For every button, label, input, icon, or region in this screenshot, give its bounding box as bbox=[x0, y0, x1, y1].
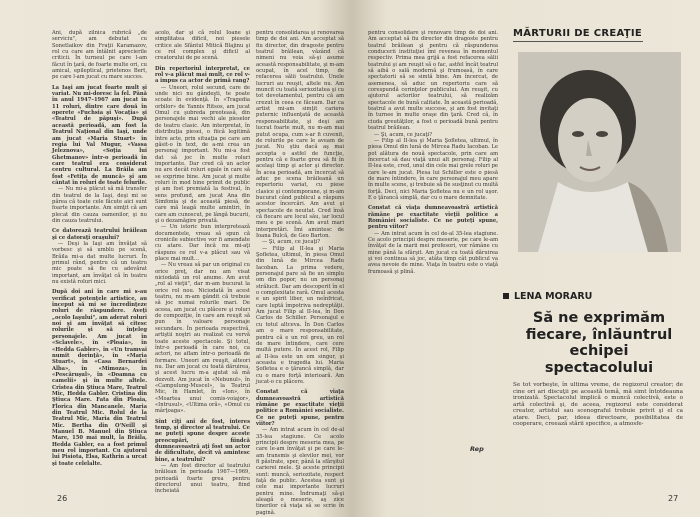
page-number-left: 26 bbox=[57, 494, 68, 503]
square-bullet-icon bbox=[503, 293, 509, 299]
portrait-illustration bbox=[518, 52, 681, 252]
article-headline: Să ne exprimăm fiecare, înlăuntrul echipei spectacolului bbox=[525, 310, 673, 376]
paragraph: — Am fost director al teatrului brăilean în perioada 1967—1969, perioadă foarte grea pentru directorul unui teatru, fiind încheiată bbox=[155, 463, 250, 495]
paragraph: acolo, dar şi că rolul Ioane şi simplitatea dificil, noi piesele critice ale Sfântul Mitică Blajinu şi ce rol complex şi dificil al creatorului de pe scenă. bbox=[155, 30, 250, 62]
signature: Rep bbox=[470, 445, 484, 453]
paragraph: Ce datorează teatrului brăilean şi ce datoraţi oraşului? bbox=[52, 228, 147, 241]
paragraph: — Am intrat acum în cel de-al 35-lea stagiune. Ce acolo principii despre meserie, pe care le-am învăţat de la marii mei profesori, vor rămâne cu mine până la sfârşit. Am jucat cu toată dăruirea şi voi continua să joc, atâta timp cât publicul va avea nevoie de mine. Viaţa în teatru este o viaţă frumoasă şi plină. bbox=[368, 230, 498, 275]
paragraph: Constat că viaţa dumneavoastră artistică rămâne pe exactitate vieţii politice a României socialiste. Ce ne puteţi spune, pentru viitor? bbox=[256, 389, 344, 427]
paragraph: — Am intrat acum în cel de-al 35-lea stagiune. Ce acolo principii despre meseria mea, pe care le-am învăţat şi pe care le-am transmis şi elevilor mei, vor fi păstrate, sper, până la sfârşitul carierei mele. Şi aceste principii sunt: muncă, seriozitate, respect faţă de public. Acestea sunt şi cele mai importante lucruri pentru mine. Îndrumaţi să-şi aleagă o meserie, aş zice tinerilor că viaţa să se scrie în pagină. bbox=[256, 427, 344, 516]
paragraph: Din repertoriul interpretat, ce rol v-a plăcut mai mult, ce rol v-a impus ca actor de primă rang? bbox=[155, 65, 250, 85]
paragraph: — Deşi la Iaşi am învăţat să vorbesc şi să umblu pe scenă, Brăila mi-a dat multe lucruri. În primul rând, pentru că un teatru mic poate să fie cu adevărat important, am învăţat că în teatru nu există roluri mici. bbox=[52, 241, 147, 286]
paragraph: — Şi, acum, ce jucaţi? bbox=[374, 131, 432, 138]
section-title: MĂRTURII DE CREAŢIE bbox=[513, 28, 643, 39]
paragraph: — Un istoric bun interpretează documentele, vreau să spun că cronicile subiective vor fi amendate cu atare. Dar încă nu mi-aţi răspuns ce rol v-a plăcut sau vă place mai mult... bbox=[155, 224, 250, 263]
portrait-photo bbox=[518, 52, 681, 252]
paragraph: Sînt cîţi ani de fost, interes temp, şi director al teatrului. Ce ne puteţi spune despre aceste preocupări, fiindcă dumneavoastră aţi fost un actor de dificultate, decît vă amintesc bine, a teatrului? bbox=[155, 418, 250, 463]
left-column-3 bbox=[256, 30, 344, 516]
section-title-rule bbox=[513, 41, 643, 42]
paragraph: — Şi, acum, ce jucaţi? bbox=[262, 239, 320, 246]
right-column-2 bbox=[513, 382, 683, 492]
author-name-text: LENA MORARU bbox=[514, 291, 593, 302]
paragraph: Constat că viaţa dumneavoastră artistică rămâne pe exactitate vieţii politice a României socialiste. Ce ne puteţi spune, pentru viitor? bbox=[368, 205, 498, 231]
left-column-1 bbox=[52, 30, 147, 485]
paragraph: pentru consolidare şi renovare timp de doi ani. Am acceptat să fiu director din dragoste pentru teatrul brăilean şi pentru că răspunderea conducerii instituţiei îmi revenea în momentul respectiv. Prima mea grijă a fost refacerea sălii teatrului şi am reuşit să o fac, astfel încât teatrul să aibă o sală modernă şi frumoasă, în care spectatorii să se simtă bine. Am încercat, de asemenea, să aduc un repertoriu care să corespundă cerinţelor publicului. Am reuşit, cu ajutorul actorilor teatrului, să realizăm spectacole de bună calitate. În această perioadă, teatrul a avut multe succese, şi am fost invitaţi în turnee în multe oraşe din ţară. Cred că, în ciuda greutăţilor, a fost o perioadă bună pentru teatrul brăilean. bbox=[368, 30, 498, 132]
right-column-1 bbox=[368, 30, 498, 442]
paragraph: — Uneori, rolul secund, care de unde nici nu gândeşti, te poate scoate în evidenţă. În «Tragedia orbilor» de Yannis Ritsos, am jucat Omul cu şubreda preoteasă, din personajele mai vechi ale pieselor de teatru clasic. Am interpretat, în distribuţia piesei, o fiică legitimă între acte, prin situaţia pe care am găsit-o în text, de a-mi crea un personaj important. Nu mi-a fost dat să joc în multe roluri importante. Dar cred că un actor nu are decât roluri egale în care să se exprime bine. Am jucat şi multe roluri în mod bine primit de public şi am fost premiată la festival, în sens profund, am jucat Ana din Simfonia şi de această piesă, de care mă leagă multe amintiri, în care am cunoscut, pe lângă bucurii, şi o dezamăgire privată. bbox=[155, 84, 250, 224]
paragraph: Ani, după zilnica rubrică „de serviciu", am debutat cu Sonetlaikov din Fraţii Karamazov, rol cu care am întâlnit aprecierile criticii. În turneul pe care l-am făcut în ţară, de foarte multe ori, cu amical, epileptical, prietenos Bert, pe care l-am jucat cu mare succes. bbox=[52, 30, 147, 81]
paragraph: pentru consolidarea şi renovarea timp de doi ani. Am acceptat să fiu director, din dragoste pentru teatrul brăilean, văzând că nimeni nu voia să-şi asume această responsabilitate, şi m-am ocupat, în acel timp, de refacerea sălii teatrului. Unele lucruri au reuşit, altele nu. Am muncit cu toată seriozitatea şi cu tot devotamentul, pentru că am crezut în ceea ce făceam. Dar ca artist mi-am simţit cariera puternic influenţată de această responsabilitate, şi deşi am lucrat foarte mult, nu m-am mai putut ocupa, cum s-ar fi cuvenit, de rolurile pe care le aveam de jucat. Nu ştiu dacă aş mai accepta o astfel de funcţie, pentru că e foarte greu să fii în acelaşi timp şi actor şi director. În acea perioadă, am încercat să aduc pe scena brăileană un repertoriu variat, cu piese clasice şi contemporane, şi m-am bucurat când publicul a răspuns acestor încercări. Am avut şi spectacole de neuitat. Cred însă că fiecare are locul său, iar locul meu e pe scenă. Am avut mari interpretări. Îmi amintesc de Ioana Bulcă, de Geo Barton. bbox=[256, 30, 344, 239]
author-name bbox=[503, 291, 592, 302]
paragraph: Se tot vorbeşte, în ultima vreme, de regizorul creator; de cine ori ari discuţii pe această temă, mă simt întotdeauna ironizată. Spectacolul implică o muncă colectivă, este o artă colectivă şi, de aceea, regizorul este considerat creator, artistul sau scenograful trebuie privit şi el ca atare. Deci, par, ideea directoare, posibilitatea de cooperare, creează stării specifice, a atmosfe- bbox=[513, 382, 683, 427]
paragraph: — Filip al II-lea şi Maria Şofletea, ultimul, în piesa Omul din lună de Mircea Radu Iacoban. Le pot alătura de nouă spectacole, prin care am încercat să dau viaţă unui alt personaj. Filip al II-lea este, cred, unul din cele mai grele roluri pe care le-am jucat. Piesa lui Schiller este o piesă de mare întindere, în care personajul meu apare în multe scene, şi trebuie să fie susţinut cu multă forţă. Deci, nici Maria Şofletea nu e un rol uşor. E o ţărancă simplă, dar cu o mare demnitate. bbox=[368, 137, 498, 201]
paragraph: — Nu vreau să par un original cu orice preţ, dar nu am visat niciodată un rol anume. Am avut „rol al vieţii", dar m-am bucurat la orice rol nou. Niciodată în acest teatru, nu m-am gândit că trebuie să joc numai rolurile mari. De aceea, am jucat cu plăcere şi roluri de compoziţie, în care am reuşit să pun în valoare personaje secundare. În perioada respectivă, artiştii noştri au realizat cu vervă toate aceste spectacole. Şi totul, într-o perioadă în care noi, ca actori, ne aflam într-o perioadă de formare. Uneori am reuşit, alteori nu. Dar am jucat cu toată dăruirea, şi acest lucru m-a ajutat să mă dezvolt. Am jucat în «Nebunul», în «Campulung-Muscel», la Teatrul Mic, în Hamlet, în «Ion», în «Moartea unui comis-voiajor», «Intrusul», «Ultima oră», «Omul cu mârţoaga». bbox=[155, 262, 250, 415]
paragraph: — Nu mi-a plăcut să mă transfer din teatrul de la Iaşi, deşi mi se părea că toate cele făcute aici sunt foarte importante. Am simţit că am plecat din cauza oamenilor, şi nu din cauza teatrului. bbox=[52, 186, 147, 224]
paragraph: După doi ani în care mi s-au verificat potenţele artistice, au început să mi se încredinţeze roluri de răspundere. Aveţi „ocolo Iaşului", am aderat roluri noi şi am învăţat să citesc rolurile şi să înţeleg personajele. Am jucat în «Sclavele», în «Ploaia», în «Hedda Gabler», în «Un tramvai numit dorinţă», în «Maria Stuart», în «Casa Bernardei Alba», în «Mimoza», în «Pescăruşul», în «Doamna cu camelii» şi în multe altele. Cristea din Ştiuca Mare, Teatrul Mic, Hedda Gabler. Cristina din Ştiuca Mare. Fata din Ploaia, Florica din Mancanele. Maria din Teatrul Mic. Rolul de la Teatrul Mic, Maria din Teatrul Mic. Bertha din O'Neill şi Manuel B. Manuel din Ştiuca Mare, 150 mai mult, la Brăila, Hedda Gabler, ea a fost primul meu rol important. Cu ajutorul lui Pisiota, Elsa, Kathrin a urcat şi toate celelalte. bbox=[52, 289, 147, 467]
paragraph: La Iaşi am jucat foarte mult şi variat. Nu mi-doresc la fel. Până în anul 1947–1967 am jucat în 11 roluri, dintre care două în operete «Fuchsia şi Vocaţia» şi «Teatrul de păpuşi». După această perioadă, am fost la Teatrul Naţional din Iaşi, unde am jucat «Maria Stuart» în regia lui Val Mugur, «Vassa Jeleznova», «Soţia lui Ghetmanov» într-o perioadă în care teatrul era considerat centru cultural. La Brăila am fost «Fetiţa de muncă» şi am cântat în roluri de toate felurile. bbox=[52, 84, 147, 186]
page-number-right: 27 bbox=[668, 494, 679, 503]
paragraph: — Filip al II-lea şi Maria Şofletea, ultimul, în piesa Omul din lună de Mircea Radu Iacoban. La prima vedere, personajul pare să fie un simplu om din popor, nu un personaj strălucit. Dar am descoperit în el o complexitate rară. Omul acesta e un spirit liber, un neînfricat, care luptă împotriva nedreptăţii. Am jucat Filip al II-lea, în Don Carlos de Schiller. Personajul e cu totul altceva. În Don Carlos am o mare responsabilitate, pentru că e un rol greu, un rol de mare întindere, care cere multă putere. În acest rol, Filip al II-lea este un om singur, şi aceasta e tragedia lui. Maria Şofletea e o ţărancă simplă, dar cu o mare forţă interioară. Am jucat-o cu plăcere. bbox=[256, 245, 344, 385]
left-column-2 bbox=[155, 30, 250, 495]
